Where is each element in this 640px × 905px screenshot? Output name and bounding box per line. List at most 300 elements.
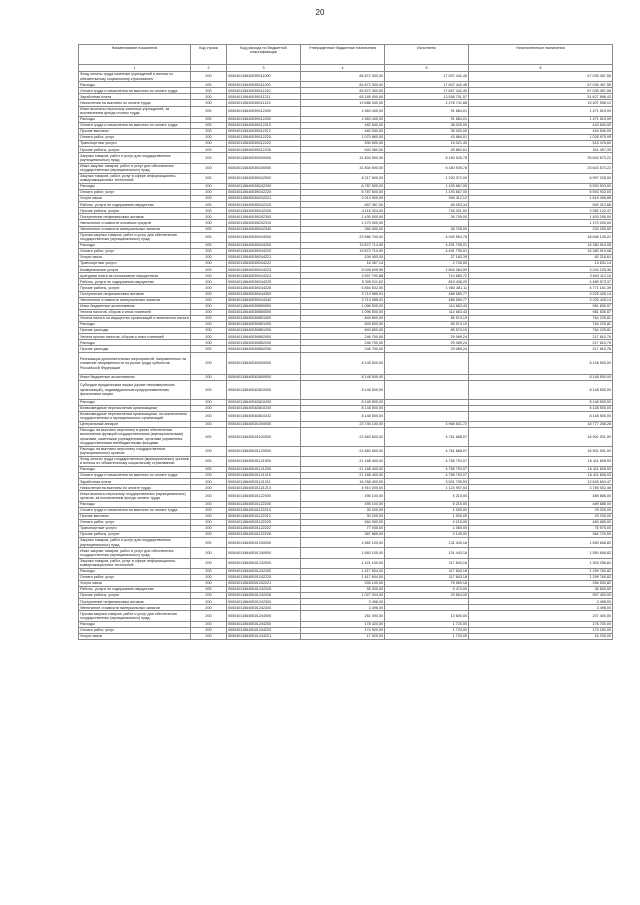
row-line-code: 200 (191, 94, 227, 100)
row-budget-code: 000040115640Б01121200 (227, 467, 301, 473)
row-remaining: 15 380 919,08 (469, 242, 613, 248)
row-executed: 3 631 795,53 (385, 479, 469, 485)
row-executed: 85 574,19 (385, 328, 469, 334)
row-remaining: 1 303 256,82 (469, 558, 613, 568)
row-name: Увеличение стоимости материальных запасов (79, 605, 191, 611)
row-remaining: 1 471 515,99 (469, 116, 613, 122)
row-remaining: 8 148 500,00 (469, 375, 613, 381)
row-budget-code: 000040115640Б63810242 (227, 411, 301, 421)
row-executed: 29 089,24 (385, 334, 469, 340)
row-line-code: 200 (191, 421, 227, 427)
row-executed: 4 761 668,07 (385, 446, 469, 456)
row-executed: 38 000,00 (385, 122, 469, 128)
row-remaining: 2 843 112,16 (469, 273, 613, 279)
row-budget-code: 000040115640Б63000000 (227, 352, 301, 375)
row-name: Транспортные услуги (79, 525, 191, 531)
row-executed: 131 443,18 (385, 548, 469, 558)
row-approved: 261 000,00 (301, 611, 385, 621)
row-budget-code: 000040115640Б59111211 (227, 94, 301, 100)
row-budget-code: 000040115640Б59112200 (227, 116, 301, 122)
row-executed: 43 884,01 (385, 135, 469, 141)
row-name: Расходы (79, 399, 191, 405)
row-approved: 8 148 500,00 (301, 352, 385, 375)
row-name: Иные закупки товаров, работ и услуг для обеспечения государственных (муниципальных) нужд (79, 548, 191, 558)
row-approved: 6 787 600,00 (301, 183, 385, 189)
row-executed: 4 215,00 (385, 519, 469, 525)
row-remaining: 5 593 933,00 (469, 189, 613, 195)
row-budget-code: 000040115640Б59244220 (227, 248, 301, 254)
row-line-code: 200 (191, 141, 227, 147)
row-line-code: 200 (191, 328, 227, 334)
row-remaining: 384 720,00 (469, 532, 613, 538)
row-name: Прочие работы, услуги (79, 285, 191, 291)
row-budget-code: 000040115640Б59112210 (227, 122, 301, 128)
row-executed: 1 060,00 (385, 525, 469, 531)
row-approved: 1 421 100,00 (301, 558, 385, 568)
table-row (79, 173, 613, 183)
row-executed: 17 837 442,45 (385, 88, 469, 94)
row-approved: 8 148 500,00 (301, 405, 385, 411)
row-name: Поступление нефинансовых активов (79, 599, 191, 605)
row-line-code: 200 (191, 220, 227, 226)
row-approved: 5 854 542,50 (301, 285, 385, 291)
row-executed: 819 438,25 (385, 279, 469, 285)
row-approved: 8 217 600,00 (301, 173, 385, 183)
row-line-code: 200 (191, 352, 227, 375)
row-name: Транспортные услуги (79, 141, 191, 147)
row-name: Поступление нефинансовых активов (79, 291, 191, 297)
row-line-code: 200 (191, 633, 227, 639)
row-budget-code: 000040115640Б01244000 (227, 611, 301, 621)
row-name: Работы, услуги по содержанию имущества (79, 587, 191, 593)
row-remaining: 233 295,00 (469, 226, 613, 232)
row-approved: 495 100,00 (301, 491, 385, 501)
row-name: Иные выплаты персоналу государственных (муниципальных) органов, за исключением фонда оплаты труда (79, 491, 191, 501)
row-name: Прочая закупка товаров, работ и услуг для обеспечения государственных (муниципальных) нужд (79, 611, 191, 621)
row-name: Увеличение стоимости основных средств (79, 220, 191, 226)
row-remaining: 51 627 898,43 (469, 94, 613, 100)
row-remaining: 16 411 606,93 (469, 467, 613, 473)
row-name: Иные бюджетные ассигнования (79, 375, 191, 381)
row-executed: 38 000,00 (385, 128, 469, 134)
row-name: Закупка товаров, работ и услуг для государственных (муниципальных) нужд (79, 153, 191, 163)
row-budget-code: 000040115640Б01122220 (227, 519, 301, 525)
row-executed: 6 160 926,78 (385, 153, 469, 163)
row-executed: 131 443,18 (385, 538, 469, 548)
row-executed: 1 124 997,54 (385, 485, 469, 491)
row-line-code: 200 (191, 501, 227, 507)
row-name: Прочие расходы (79, 328, 191, 334)
row-line-code: 200 (191, 72, 227, 82)
row-line-code: 200 (191, 605, 227, 611)
row-executed (385, 411, 469, 421)
row-line-code: 200 (191, 611, 227, 621)
row-remaining: 8 148 500,00 (469, 399, 613, 405)
row-executed: 1 720,00 (385, 633, 469, 639)
row-line-code: 200 (191, 525, 227, 531)
row-remaining: 1 299 760,82 (469, 568, 613, 574)
header-line-code: Код строки (191, 45, 227, 65)
header-executed: Исполнено (385, 45, 469, 65)
row-approved: 19 686 340,00 (301, 100, 385, 106)
row-name: Расходы (79, 82, 191, 88)
row-approved: 1 563 400,00 (301, 106, 385, 116)
row-line-code: 200 (191, 599, 227, 605)
row-budget-code: 000040115640Б01242340 (227, 605, 301, 611)
row-remaining: 16 901 931,93 (469, 446, 613, 456)
row-executed: 1 000,00 (385, 513, 469, 519)
row-executed: 4 761 668,07 (385, 428, 469, 447)
row-name: Прочие работы, услуги (79, 593, 191, 599)
row-approved: 19 872 714,09 (301, 242, 385, 248)
row-executed: 488 559,77 (385, 291, 469, 297)
row-name: Расходы на выплаты персоналу государственных (муниципальных) органов (79, 446, 191, 456)
column-number: 6 (469, 65, 613, 72)
row-name: Работы, услуги по содержанию имущества (79, 202, 191, 208)
row-approved: 178 420,00 (301, 621, 385, 627)
row-line-code: 200 (191, 122, 227, 128)
row-executed: 29 089,24 (385, 346, 469, 352)
row-name: Прочие выплаты (79, 513, 191, 519)
row-remaining: 75 975,00 (469, 525, 613, 531)
row-name: Арендная плата за пользование имуществом (79, 273, 191, 279)
row-name: Реализация дополнительных мероприятий, направленных на снижение напряженности на рынке труда субъектов Российской Федерации (79, 352, 191, 375)
row-remaining: 8 148 500,00 (469, 411, 613, 421)
row-remaining: 3 382 122,47 (469, 208, 613, 214)
row-approved: 1 563 400,00 (301, 116, 385, 122)
row-remaining: 764 225,81 (469, 322, 613, 328)
row-remaining: 67 035 457,55 (469, 82, 613, 88)
row-approved: 849 800,00 (301, 322, 385, 328)
row-line-code: 200 (191, 580, 227, 586)
row-remaining: 764 225,81 (469, 328, 613, 334)
row-remaining: 25 643 573,22 (469, 153, 613, 163)
row-remaining: 1 026 975,99 (469, 135, 613, 141)
row-remaining: 67 035 457,55 (469, 72, 613, 82)
row-budget-code: 000040115640Б59244000 (227, 232, 301, 242)
row-budget-code: 000040115640Б59112226 (227, 147, 301, 153)
row-approved: 21 168 400,00 (301, 456, 385, 466)
row-budget-code: 000040115640Б01200000 (227, 538, 301, 548)
row-name: Увеличение стоимости материальных запасов (79, 226, 191, 232)
row-remaining: 3 225 426,14 (469, 291, 613, 297)
row-budget-code: 000040115640Б01244220 (227, 627, 301, 633)
row-executed (385, 381, 469, 399)
row-approved: 3 496,00 (301, 605, 385, 611)
row-name: Начисления на выплаты по оплате труда (79, 100, 191, 106)
row-remaining: 4 489 573,37 (469, 279, 613, 285)
row-budget-code: 000040115640Б01242220 (227, 574, 301, 580)
table-row (79, 558, 613, 568)
row-approved: 16 357,14 (301, 261, 385, 267)
row-line-code: 200 (191, 399, 227, 405)
row-line-code: 200 (191, 456, 227, 466)
row-line-code: 200 (191, 446, 227, 456)
row-approved: 1 070 860,00 (301, 135, 385, 141)
row-name: Заработная плата (79, 94, 191, 100)
row-executed: 17 837 442,45 (385, 82, 469, 88)
row-approved: 21 168 400,00 (301, 467, 385, 473)
row-executed: 117 843,18 (385, 558, 469, 568)
row-budget-code: 000040115640Б59244226 (227, 285, 301, 291)
row-budget-code: 000040115640Б59242225 (227, 202, 301, 208)
row-remaining: 217 610,76 (469, 334, 613, 340)
row-line-code: 200 (191, 428, 227, 447)
row-approved: 3 713 985,91 (301, 297, 385, 303)
row-approved: 77 035,00 (301, 525, 385, 531)
row-executed: 65 053,34 (385, 202, 469, 208)
row-approved: 1 096 500,00 (301, 303, 385, 309)
header-indicator-name: Наименование показателя (79, 45, 191, 65)
column-number: 5 (385, 65, 469, 72)
table-row (79, 491, 613, 501)
row-line-code: 200 (191, 473, 227, 479)
row-approved: 65 185 900,00 (301, 94, 385, 100)
row-approved: 246 700,00 (301, 334, 385, 340)
row-remaining: 1 619 496,88 (469, 196, 613, 202)
row-executed: 2 726,00 (385, 261, 469, 267)
row-remaining: 997 400,00 (469, 593, 613, 599)
row-name: Фонд оплаты труда казенных учреждений и взносы по обязательному социальному страхованию (79, 72, 191, 82)
row-remaining: 16 411 606,93 (469, 456, 613, 466)
row-name: Расходы (79, 568, 191, 574)
row-line-code: 200 (191, 116, 227, 122)
row-budget-code: 000040115640Б63800000 (227, 375, 301, 381)
table-row (79, 428, 613, 447)
row-remaining: 1 550 656,82 (469, 538, 613, 548)
row-name: Работы, услуги по содержанию имущества (79, 279, 191, 285)
table-row (79, 633, 613, 639)
row-line-code: 200 (191, 538, 227, 548)
row-line-code: 200 (191, 173, 227, 183)
row-approved: 21 663 600,00 (301, 446, 385, 456)
row-remaining: 173 200,00 (469, 627, 613, 633)
row-remaining: 1 170 000,00 (469, 220, 613, 226)
row-name: Прочие работы, услуги (79, 532, 191, 538)
row-name: Оплата работ, услуг (79, 189, 191, 195)
row-budget-code: 000040115640Б01242226 (227, 593, 301, 599)
row-budget-code: 000040115640Б59111000 (227, 72, 301, 82)
row-executed: 1 220 372,00 (385, 173, 469, 183)
row-line-code: 200 (191, 621, 227, 627)
row-executed: 85 574,19 (385, 315, 469, 321)
row-name: Услуги связи (79, 633, 191, 639)
row-line-code: 200 (191, 532, 227, 538)
row-approved: 109 400,00 (301, 255, 385, 261)
row-approved: 21 168 400,00 (301, 473, 385, 479)
row-name: Расходы (79, 116, 191, 122)
table-row (79, 232, 613, 242)
table-header (79, 45, 613, 72)
row-line-code: 200 (191, 285, 227, 291)
row-budget-code: 000040115640Б01244200 (227, 621, 301, 627)
row-remaining: 3 225 426,14 (469, 297, 613, 303)
row-executed: 13 600,00 (385, 611, 469, 621)
row-line-code: 200 (191, 202, 227, 208)
row-executed: 488 559,77 (385, 297, 469, 303)
row-name: Расходы на выплаты персоналу в целях обеспечения выполнения функций государственными (муниципальными) органами, казенными учреждениями, органами управления государственными внебюджетными фондами (79, 428, 191, 447)
row-remaining: 1 550 656,82 (469, 548, 613, 558)
row-budget-code: 000040115640Б63810200 (227, 399, 301, 405)
row-remaining: 13 631,14 (469, 261, 613, 267)
row-line-code: 200 (191, 267, 227, 273)
row-line-code: 200 (191, 88, 227, 94)
row-line-code: 200 (191, 513, 227, 519)
row-budget-code: 000040115640Б59244200 (227, 242, 301, 248)
row-line-code: 200 (191, 627, 227, 633)
row-line-code: 200 (191, 411, 227, 421)
row-remaining: 18 646 145,22 (469, 232, 613, 242)
row-approved: 4 910 000,00 (301, 485, 385, 491)
row-line-code: 200 (191, 255, 227, 261)
table-row (79, 352, 613, 375)
row-remaining: 15 407 598,12 (469, 100, 613, 106)
row-budget-code: 000040115640Б59242221 (227, 196, 301, 202)
row-remaining: 981 836,57 (469, 309, 613, 315)
row-approved: 23 586 700,00 (301, 232, 385, 242)
row-remaining: 489 885,00 (469, 501, 613, 507)
row-remaining: 444 540,00 (469, 122, 613, 128)
row-line-code: 200 (191, 303, 227, 309)
row-approved: 1 682 100,00 (301, 538, 385, 548)
row-approved: 17 920,00 (301, 633, 385, 639)
row-remaining: 12 626 604,47 (469, 479, 613, 485)
row-name: Услуги связи (79, 580, 191, 586)
row-line-code: 200 (191, 214, 227, 220)
row-executed: 394 412,12 (385, 196, 469, 202)
row-approved: 31 804 500,00 (301, 163, 385, 173)
row-line-code: 200 (191, 208, 227, 214)
row-approved: 16 258 400,00 (301, 479, 385, 485)
row-line-code: 200 (191, 519, 227, 525)
row-name: Закупка товаров, работ и услуг для государственных (муниципальных) нужд (79, 538, 191, 548)
row-line-code: 200 (191, 100, 227, 106)
row-executed: 114 663,43 (385, 309, 469, 315)
row-remaining: 29 200,00 (469, 507, 613, 513)
row-approved: 1 170 000,00 (301, 220, 385, 226)
row-line-code: 200 (191, 309, 227, 315)
row-budget-code: 000040115640Б01120000 (227, 446, 301, 456)
row-approved: 482 540,00 (301, 128, 385, 134)
row-approved: 482 540,00 (301, 122, 385, 128)
row-remaining: 3 785 002,46 (469, 485, 613, 491)
row-budget-code: 000040115640Б01122222 (227, 525, 301, 531)
row-name: Оплата работ, услуг (79, 519, 191, 525)
row-budget-code: 000040115640Б01122212 (227, 513, 301, 519)
row-approved: 1 417 604,00 (301, 568, 385, 574)
row-remaining: 511 497,39 (469, 147, 613, 153)
row-budget-code: 000040115640Б59112212 (227, 128, 301, 134)
row-line-code: 200 (191, 405, 227, 411)
row-approved: 8 148 500,00 (301, 381, 385, 399)
row-approved: 4 116 324,00 (301, 208, 385, 214)
header-unexecuted-appropriations: Неисполненные назначения (469, 45, 613, 65)
page-number: 20 (315, 8, 325, 17)
row-approved: 495 100,00 (301, 501, 385, 507)
row-budget-code: 000040115640Б01242221 (227, 580, 301, 586)
row-name: Закупка товаров, работ, услуг в сфере информационно-коммуникационных технологий (79, 558, 191, 568)
row-remaining: 247 400,00 (469, 611, 613, 621)
row-line-code: 200 (191, 189, 227, 195)
row-name: Коммунальные услуги (79, 267, 191, 273)
table-body (79, 72, 613, 640)
row-name: Оплата работ, услуг (79, 627, 191, 633)
row-remaining: 256 530,82 (469, 580, 613, 586)
row-executed: 4 940 554,78 (385, 232, 469, 242)
row-approved: 1 682 100,00 (301, 548, 385, 558)
row-executed: 4 968 831,72 (385, 421, 469, 427)
row-budget-code: 000040115640Б01122000 (227, 491, 301, 501)
row-executed: 17 837 442,45 (385, 72, 469, 82)
row-executed: 29 089,24 (385, 340, 469, 346)
row-approved: 246 700,00 (301, 340, 385, 346)
row-budget-code: 000040115640Б59852290 (227, 346, 301, 352)
row-approved: 1 417 604,00 (301, 574, 385, 580)
row-name: Расходы (79, 242, 191, 248)
row-executed: 29 804,00 (385, 593, 469, 599)
row-approved: 84 872 300,00 (301, 72, 385, 82)
row-remaining: 1 299 760,82 (469, 574, 613, 580)
row-line-code: 200 (191, 273, 227, 279)
row-name: Оплата работ, услуг (79, 135, 191, 141)
row-budget-code: 000040115640Б59200000 (227, 153, 301, 163)
row-executed: 1 083 381,11 (385, 285, 469, 291)
row-name: Оплата труда и начисления на выплаты по оплате труда (79, 122, 191, 128)
row-executed: 1 720,00 (385, 621, 469, 627)
row-remaining: 1 403 295,00 (469, 214, 613, 220)
row-executed: 91 884,01 (385, 106, 469, 116)
row-budget-code: 000040115640Б01242300 (227, 599, 301, 605)
row-approved: 3 496,00 (301, 599, 385, 605)
row-executed: 26 705,00 (385, 226, 469, 232)
row-line-code: 200 (191, 242, 227, 248)
row-budget-code: 000040115640Б59244300 (227, 291, 301, 297)
row-remaining: 8 148 500,00 (469, 352, 613, 375)
row-name: Фонд оплаты труда государственных (муниципальных) органов и взносы по обязательному социальному страхованию (80, 457, 189, 466)
row-line-code: 200 (191, 153, 227, 163)
row-name: Расходы (79, 340, 191, 346)
row-line-code: 200 (191, 315, 227, 321)
row-name: Услуги связи (79, 196, 191, 202)
row-budget-code: 000040115640Б59242310 (227, 220, 301, 226)
row-remaining: 176 700,00 (469, 621, 613, 627)
row-line-code: 200 (191, 128, 227, 134)
row-name: Закупка товаров, работ, услуг в сфере информационно-коммуникационных технологий (79, 173, 191, 183)
row-budget-code: 000040115640Б59800000 (227, 303, 301, 309)
row-budget-code: 000040115640Б01242225 (227, 587, 301, 593)
row-line-code: 200 (191, 568, 227, 574)
row-approved: 5 028 609,95 (301, 267, 385, 273)
row-approved: 8 148 500,00 (301, 375, 385, 381)
row-executed: 85 574,19 (385, 322, 469, 328)
row-approved: 1 027 204,00 (301, 593, 385, 599)
table-row (79, 163, 613, 173)
row-approved: 8 148 500,00 (301, 411, 385, 421)
row-approved: 21 663 600,00 (301, 428, 385, 447)
row-executed: 117 843,18 (385, 574, 469, 580)
row-budget-code: 000040115640Б59244222 (227, 261, 301, 267)
row-line-code: 200 (191, 507, 227, 513)
row-line-code: 200 (191, 334, 227, 340)
row-remaining: 82 216,61 (469, 255, 613, 261)
row-name: Заработная плата (79, 479, 191, 485)
row-budget-code: 000040115640Б01100000 (227, 428, 301, 447)
row-budget-code: 000040115640Б59244225 (227, 279, 301, 285)
row-budget-code: 000040115640Б59850000 (227, 309, 301, 315)
row-executed: 714 680,72 (385, 273, 469, 279)
row-remaining: 18 777 268,28 (469, 421, 613, 427)
row-budget-code: 000040115640Б59240000 (227, 163, 301, 173)
